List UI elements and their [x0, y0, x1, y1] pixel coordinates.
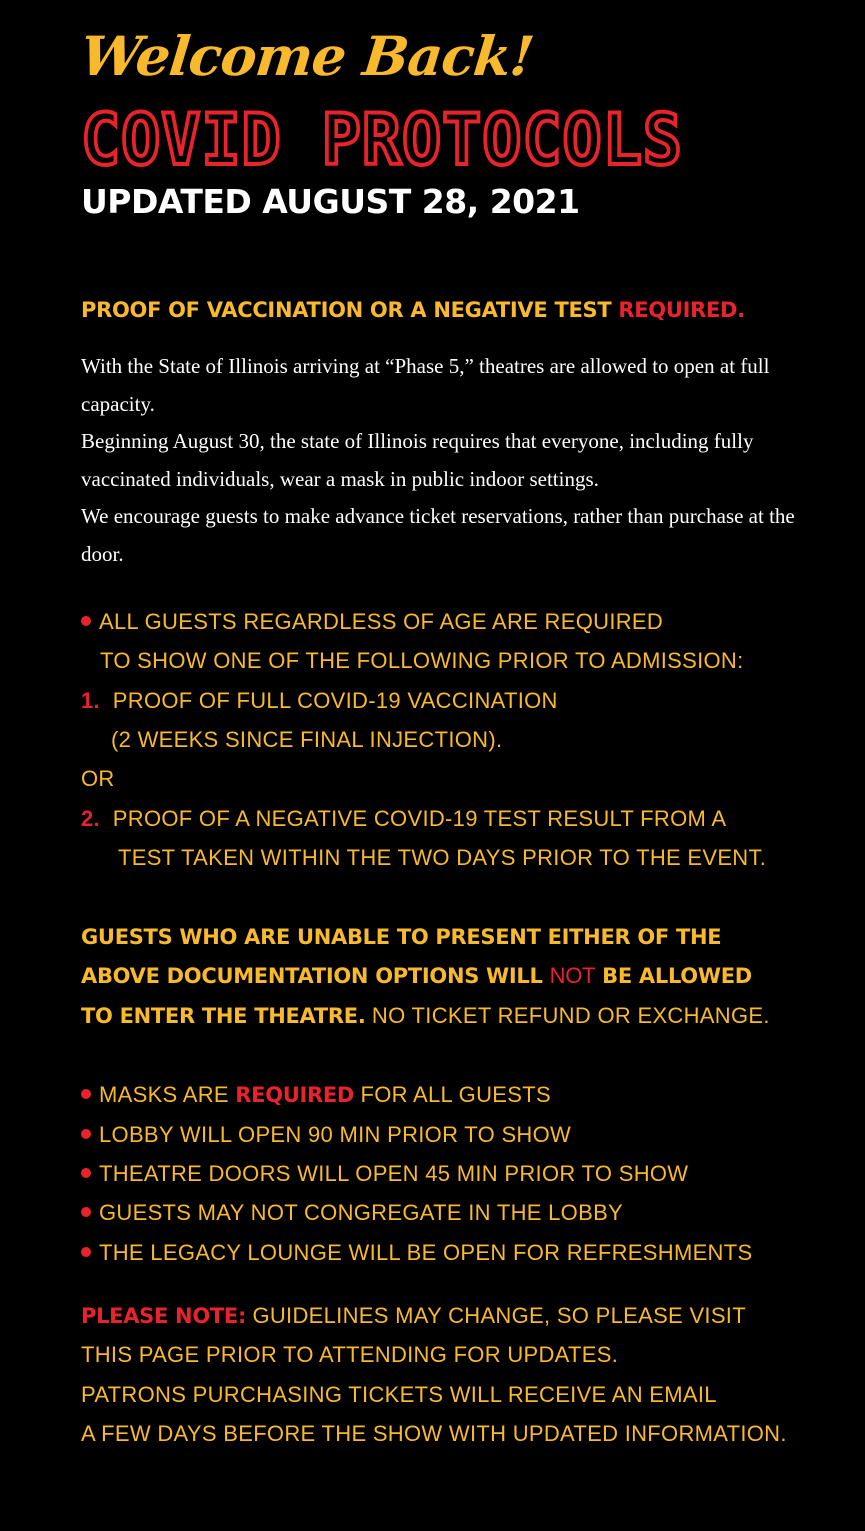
- rule-lobby: [81, 1120, 571, 1150]
- requirement-line-1: [81, 607, 663, 637]
- rule-masks-required: REQUIRED: [235, 1083, 355, 1107]
- rule-masks-text-b: FOR ALL GUESTS: [354, 1082, 551, 1107]
- rule-doors-text: THEATRE DOORS WILL OPEN 45 MIN PRIOR TO SHOW: [99, 1161, 689, 1186]
- rule-congregate-text: GUESTS MAY NOT CONGREGATE IN THE LOBBY: [99, 1200, 624, 1225]
- proof-heading: [81, 298, 745, 322]
- updated-date: UPDATED AUGUST 28, 2021: [81, 182, 580, 221]
- warning-text-2a: ABOVE DOCUMENTATION OPTIONS WILL: [81, 964, 550, 988]
- bullet-dot-icon: [81, 616, 91, 626]
- bullet-dot-icon: [81, 1168, 91, 1178]
- warning-no-refund: NO TICKET REFUND OR EXCHANGE.: [365, 1003, 770, 1028]
- or-text: OR: [81, 766, 115, 791]
- note-line-4: A FEW DAYS BEFORE THE SHOW WITH UPDATED INFORMATION.: [81, 1421, 787, 1446]
- proof-heading-required: REQUIRED.: [618, 298, 745, 322]
- option-1-line-2: (2 WEEKS SINCE FINAL INJECTION).: [111, 727, 503, 752]
- option-2-number: 2.: [81, 806, 100, 831]
- warning-line-1: GUESTS WHO ARE UNABLE TO PRESENT EITHER OF THE: [81, 925, 722, 949]
- note-line-1: [81, 1301, 746, 1331]
- rule-masks: [81, 1080, 551, 1110]
- bullet-dot-icon: [81, 1089, 91, 1099]
- welcome-heading: Welcome Back!: [77, 24, 537, 88]
- bullet-dot-icon: [81, 1207, 91, 1217]
- requirement-line-2: TO SHOW ONE OF THE FOLLOWING PRIOR TO ADMISSION:: [100, 648, 744, 673]
- intro-paragraph-reservations: We encourage guests to make advance ticket reservations, rather than purchase at the door.: [81, 504, 795, 566]
- bullet-dot-icon: [81, 1129, 91, 1139]
- option-1-text-1: PROOF OF FULL COVID-19 VACCINATION: [112, 688, 558, 713]
- rule-doors: [81, 1159, 688, 1189]
- rule-masks-text-a: MASKS ARE: [99, 1082, 236, 1107]
- proof-heading-main: PROOF OF VACCINATION OR A NEGATIVE TEST: [81, 298, 619, 322]
- note-line-2: THIS PAGE PRIOR TO ATTENDING FOR UPDATES.: [81, 1342, 619, 1367]
- bullet-dot-icon: [81, 1247, 91, 1257]
- option-2-text-1: PROOF OF A NEGATIVE COVID-19 TEST RESULT FROM A: [112, 806, 727, 831]
- requirement-text-1: ALL GUESTS REGARDLESS OF AGE ARE REQUIRED: [99, 609, 664, 634]
- note-line-3: PATRONS PURCHASING TICKETS WILL RECEIVE AN EMAIL: [81, 1382, 717, 1407]
- rule-congregate: [81, 1198, 623, 1228]
- warning-line-3: [81, 1001, 770, 1031]
- note-label: PLEASE NOTE:: [81, 1304, 247, 1328]
- option-2-line-2: TEST TAKEN WITHIN THE TWO DAYS PRIOR TO THE EVENT.: [118, 845, 767, 870]
- option-1-line-1: [81, 686, 558, 716]
- option-1-number: 1.: [81, 688, 100, 713]
- intro-paragraph-mask: Beginning August 30, the state of Illinois requires that everyone, including fully vaccinated individuals, wear a mask in public indoor settings.: [81, 429, 754, 491]
- warning-not: NOT: [549, 963, 596, 988]
- option-2-line-1: [81, 804, 726, 834]
- intro-text: [81, 348, 801, 573]
- warning-line-2: [81, 961, 752, 991]
- rule-lounge-text: THE LEGACY LOUNGE WILL BE OPEN FOR REFRESHMENTS: [99, 1240, 753, 1265]
- intro-paragraph-phase5: With the State of Illinois arriving at “Phase 5,” theatres are allowed to open at full capacity.: [81, 354, 770, 416]
- note-text-1: GUIDELINES MAY CHANGE, SO PLEASE VISIT: [246, 1303, 746, 1328]
- rule-lounge: [81, 1238, 752, 1268]
- rule-lobby-text: LOBBY WILL OPEN 90 MIN PRIOR TO SHOW: [99, 1122, 572, 1147]
- covid-protocols-title: COVID PROTOCOLS: [81, 99, 683, 181]
- warning-enter-theatre: TO ENTER THE THEATRE.: [81, 1004, 366, 1028]
- warning-text-2b: BE ALLOWED: [595, 964, 752, 988]
